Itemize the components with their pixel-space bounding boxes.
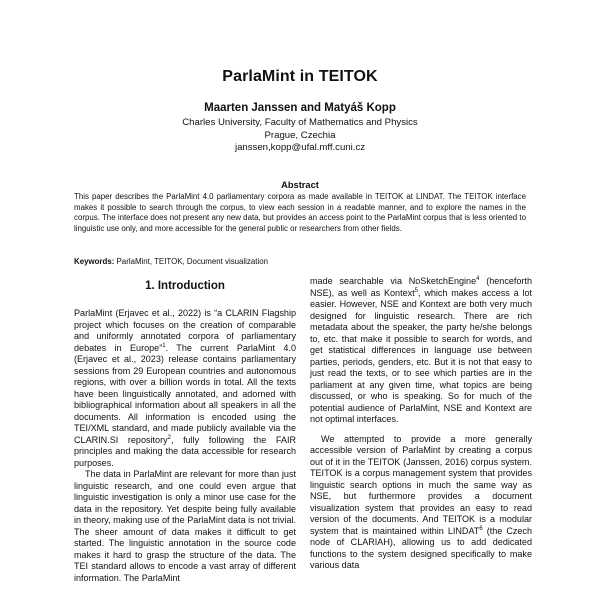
abstract-text: This paper describes the ParlaMint 4.0 parliamentary corpora as made available in TEITOK at LINDAT. The TEITOK interface makes it possible to search through the corpus, to view each session in a readable manner, and to explore the names in the corpus. The interface does not present any new data, but provides an access point to the ParlaMint corpus that is less oriented to linguistic use only, and more accessible for the general public or researchers from other fields.	[74, 192, 526, 233]
keywords-value: ParlaMint, TEITOK, Document visualization	[116, 257, 268, 266]
left-column	[74, 308, 296, 584]
intro-paragraph-2: The data in ParlaMint are relevant for more than just linguistic research, and one could even argue that linguistic investigation is only a minor use case for the data in the repository. Yet despite being fully available in theory, making use of the ParlaMint data is not trivial. The sheer amount of data makes it difficult to get started. The linguistic annotation in the source code makes it hard to grasp the structure of the data. The TEI standard allows to encode a vast array of different information. The ParlaMint	[74, 469, 296, 583]
affiliation-line: Charles University, Faculty of Mathematics and Physics	[182, 117, 418, 128]
paper-title: ParlaMint in TEITOK	[222, 68, 378, 85]
author-email: janssen,kopp@ufal.mff.cuni.cz	[234, 142, 366, 153]
author-names: Maarten Janssen and Matyáš Kopp	[204, 102, 396, 114]
abstract-heading: Abstract	[281, 180, 319, 190]
footnote-marker-2[interactable]: 2	[167, 434, 171, 441]
section-heading-introduction: 1. Introduction	[145, 280, 225, 292]
intro-paragraph-3: made searchable via NoSketchEngine$^4$ (henceforth NSE), as well as Kontext$^5$, which makes access a lot easier. However, NSE and Kontext are both very much designed for linguistic research. There are rich metadata about the speaker, the party he/she belongs to, etc. that make it possible to search for words, and get statistical differences in language use between parties, periods, genders, etc. But it is not that easy to just read the texts, or to see which parties are in the parliament at any given time, what topics are being discussed, or who is speaking. So for much of the potential audience of ParlaMint, NSE and Kontext are not optimal interfaces.	[310, 275, 532, 424]
right-column	[310, 276, 532, 572]
keywords-label: Keywords:	[74, 257, 115, 266]
affiliation-city: Prague, Czechia	[264, 129, 336, 141]
footnote-marker-5[interactable]: 5	[414, 287, 419, 294]
intro-paragraph-1: ParlaMint (Erjavec et al., 2022) is “a CLARIN Flagship project which focuses on the creation of comparable and uniformly annotated corpora of parliamentary debates in Europe”$^1$. The current ParlaMint 4.0 (Erjavec et al., 2023) release contains parliamentary sessions from 29 European countries and autonomous regions, with over a billion words in total. All the texts have been linguistically annotated, and adorned with bibliographical information about all speakers in all the documents. All information is encoded using the TEI/XML standard, and made publicly available via the CLARIN.SI repository$^2$, fully following the FAIR principles and making the data accessible for research purposes.	[74, 308, 297, 468]
footnote-marker-1[interactable]: 1	[162, 342, 166, 349]
footnote-marker-4[interactable]: 4	[476, 275, 480, 282]
footnote-marker-6[interactable]: 6	[479, 525, 483, 532]
keywords-line	[74, 257, 526, 266]
intro-paragraph-4: We attempted to provide a more generally accessible version of ParlaMint by creating a corpus out of it in the TEITOK (Janssen, 2016) corpus system. TEITOK is a corpus management system that provides linguistic search options in much the same way as NSE, but furthermore provides a document visualization system that provides an easy to read version of the documents. And TEITOK is a modular system that is maintained within LINDAT$^6$ (the Czech node of CLARIAH), allowing us to add dedicated functions to the system designed specifically to make various data	[310, 433, 532, 570]
